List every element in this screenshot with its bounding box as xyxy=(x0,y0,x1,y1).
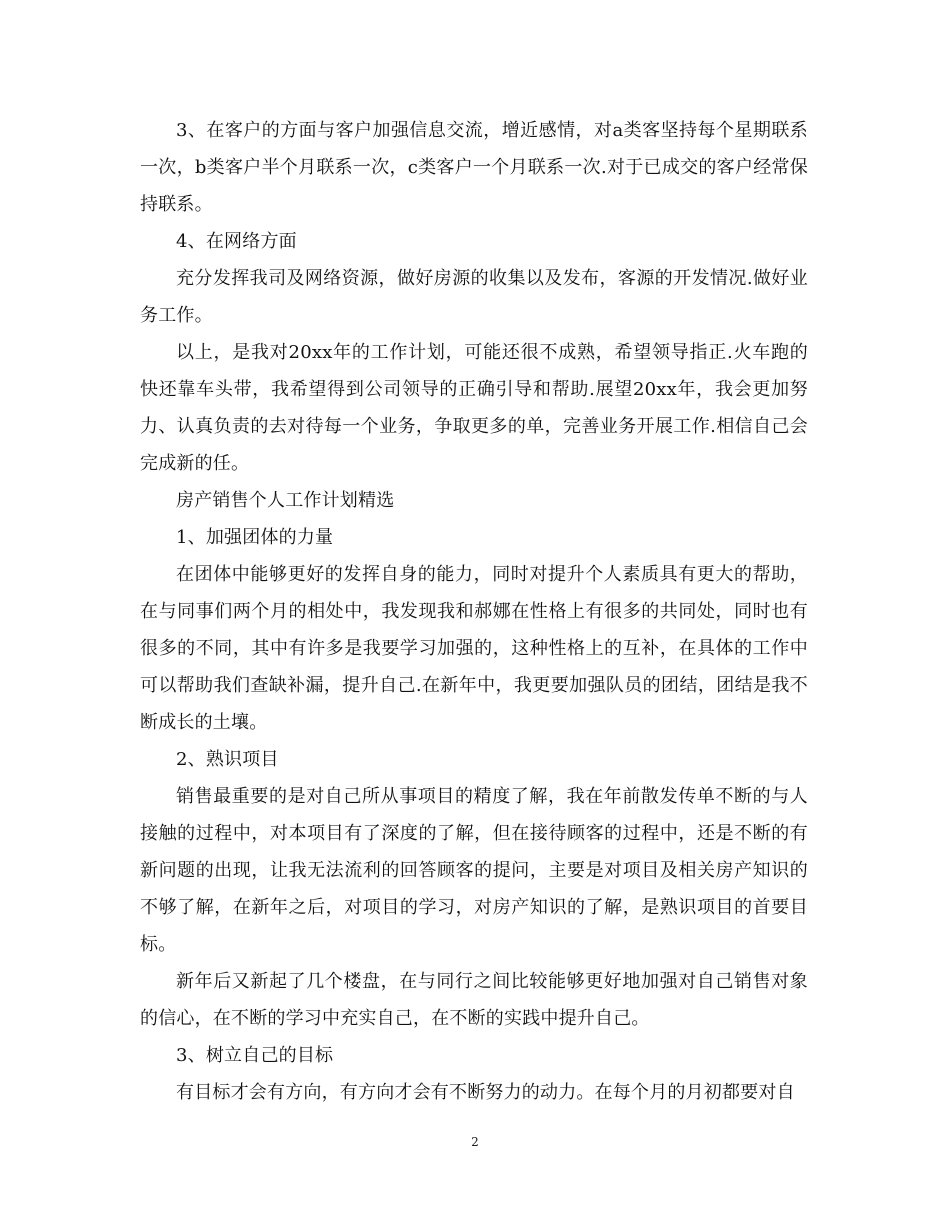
paragraph-set-goals: 有目标才会有方向，有方向才会有不断努力的动力。在每个月的月初都要对自 xyxy=(176,1082,795,1103)
paragraph-new-projects: 新年后又新起了几个楼盘，在与同行之间比较能够更好地加强对自己销售对象的信心，在不断的学习中充实自己，在不断的实践中提升自己。 xyxy=(140,971,808,1029)
paragraph-team-strength: 在团体中能够更好的发挥自身的能力，同时对提升个人素质具有更大的帮助，在与同事们两个月的相处中，我发现我和郝娜在性格上有很多的共同处，同时也有很多的不同，其中有许多是我要学习加强的，这种性格上的互补，在具体的工作中可以帮助我们查缺补漏，提升自己.在新年中，我更要加强队员的团结，团结是我不断成长的土壤。 xyxy=(140,564,808,733)
document-body xyxy=(140,112,808,1111)
heading-network: 4、在网络方面 xyxy=(176,231,297,252)
section-title: 房产销售个人工作计划精选 xyxy=(176,490,395,511)
heading-know-project: 2、熟识项目 xyxy=(176,749,279,770)
paragraph-network-resources: 充分发挥我司及网络资源，做好房源的收集以及发布，客源的开发情况.做好业务工作。 xyxy=(140,268,808,326)
paragraph-client-contact: 3、在客户的方面与客户加强信息交流，增近感情，对a类客坚持每个星期联系一次，b类客户半个月联系一次，c类客户一个月联系一次.对于已成交的客户经常保持联系。 xyxy=(140,120,808,215)
paragraph-know-project: 销售最重要的是对自己所从事项目的精度了解，我在年前散发传单不断的与人接触的过程中，对本项目有了深度的了解，但在接待顾客的过程中，还是不断的有新问题的出现，让我无法流利的回答顾客的提问，主要是对项目及相关房产知识的不够了解，在新年之后，对项目的学习，对房产知识的了解，是熟识项目的首要目标。 xyxy=(140,786,808,955)
heading-set-goals: 3、树立自己的目标 xyxy=(176,1045,334,1066)
paragraph-conclusion: 以上，是我对20xx年的工作计划，可能还很不成熟，希望领导指正.火车跑的快还靠车头带，我希望得到公司领导的正确引导和帮助.展望20xx年，我会更加努力、认真负责的去对待每一个业务，争取更多的单，完善业务开展工作.相信自己会完成新的任。 xyxy=(140,342,808,474)
page-number: 2 xyxy=(471,1135,479,1149)
heading-team-strength: 1、加强团体的力量 xyxy=(176,527,334,548)
